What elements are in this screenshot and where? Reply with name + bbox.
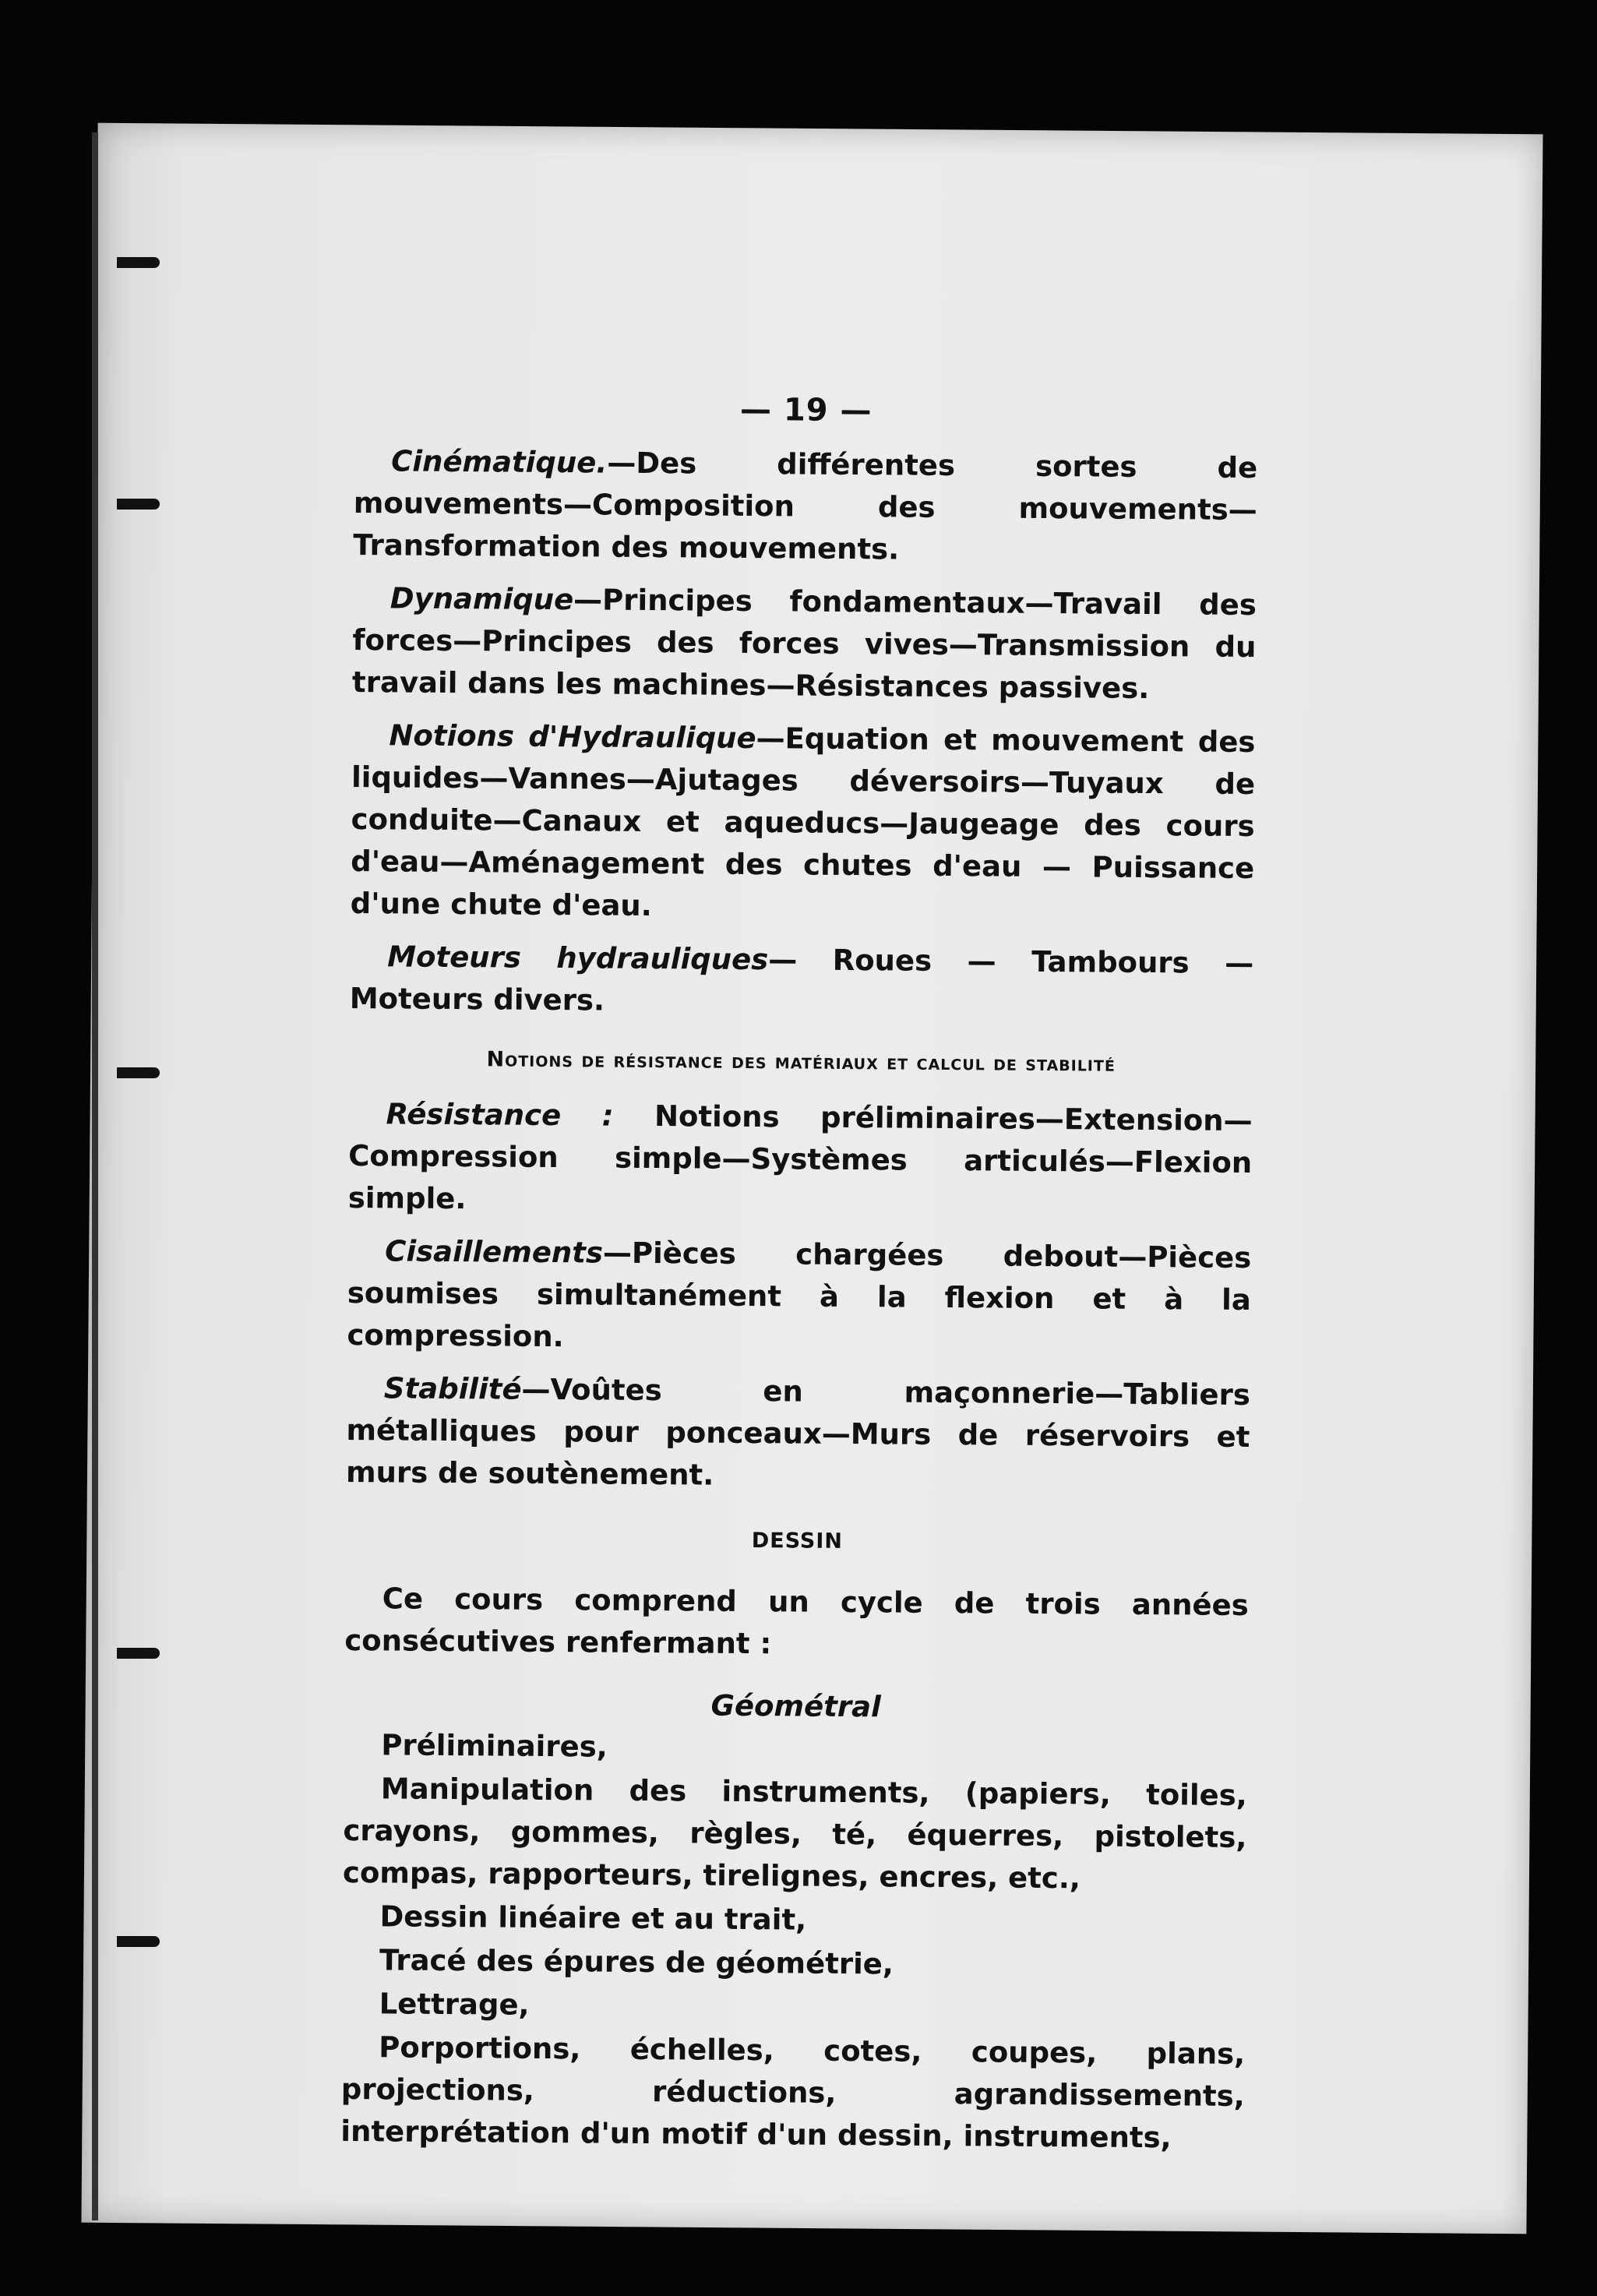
binding-stitch [117, 1067, 160, 1078]
paragraph-cinematique [353, 440, 1257, 573]
binding-stitch [117, 257, 160, 268]
paragraph-hydraulique [351, 714, 1256, 932]
paragraph-dessin-intro: Ce cours comprend un cycle de trois années consécutives renfermant : [344, 1582, 1249, 1661]
paragraph-dynamique [352, 577, 1257, 711]
binding-stitch [117, 499, 160, 510]
paragraph-stabilite [346, 1367, 1250, 1501]
binding-stitch [117, 1936, 160, 1947]
list-item: Préliminaires, [381, 1728, 608, 1764]
paragraph-body: —Voûtes en maçonnerie—Tabliers métalliques pour ponceaux—Murs de réservoirs et murs de soutènement. [345, 1372, 1251, 1492]
paragraph-body: Notions préliminaires—Extension—Compression simple—Systèmes articulés—Flexion simple. [347, 1099, 1253, 1216]
list-item: Manipulation des instruments, (papiers, toiles, crayons, gommes, règles, té, équerres, pistolets, compas, rapporteurs, tirelignes, encres, etc., [342, 1772, 1247, 1896]
list-item: Tracé des épures de géométrie, [379, 1943, 894, 1981]
paragraph-heading: Notions d'Hydraulique [389, 718, 756, 756]
paragraph-body: —Equation et mouvement des liquides—Vannes—Ajutages déversoirs—Tuyaux de conduite—Canaux et aqueducs—Jaugeage des cours d'eau—Aménagement des chutes d'eau — Puissance d'une chute d'eau. [350, 721, 1256, 923]
paragraph-body: —Des différentes sortes de mouvements—Composition des mouvements—Transformation des mouvements. [353, 446, 1258, 566]
subheading-geometral: Géométral [710, 1688, 881, 1724]
paragraph-heading: Stabilité [383, 1371, 522, 1406]
paragraph-heading: Moteurs hydrauliques [387, 940, 769, 977]
paragraph-heading: Résistance : [386, 1097, 614, 1133]
page-text [340, 386, 1258, 2161]
paragraph-body: —Principes fondamentaux—Travail des forces—Principes des forces vives—Transmission du travail dans les machines—Résistances passives. [351, 583, 1257, 706]
page-number: — 19 — [739, 391, 873, 429]
paragraph-heading: Dynamique [390, 581, 574, 617]
paragraph-resistance [348, 1093, 1253, 1226]
page-binding-edge [92, 132, 98, 2220]
paragraph-body: — Roues — Tambours — Moteurs divers. [349, 943, 1254, 1018]
paragraph-cisaillements [347, 1230, 1251, 1363]
binding-stitch [117, 1648, 160, 1659]
section-heading-resistance: Notions de résistance des matériaux et calcul de stabilité [486, 1047, 1116, 1077]
paragraph-moteurs [350, 936, 1254, 1027]
paragraph-heading: Cisaillements [385, 1234, 604, 1270]
list-item: Porportions, échelles, cotes, coupes, plans, projections, réductions, agrandissements, interprétation d'un motif d'un dessin, instruments, [340, 2030, 1246, 2155]
list-item: Lettrage, [379, 1987, 530, 2022]
paragraph-body: —Pièces chargées debout—Pièces soumises simultanément à la flexion et à la compression. [347, 1236, 1252, 1354]
list-item: Dessin linéaire et au trait, [379, 1899, 807, 1937]
paragraph-heading: Cinématique. [391, 444, 608, 480]
section-heading-dessin: DESSIN [751, 1529, 844, 1554]
